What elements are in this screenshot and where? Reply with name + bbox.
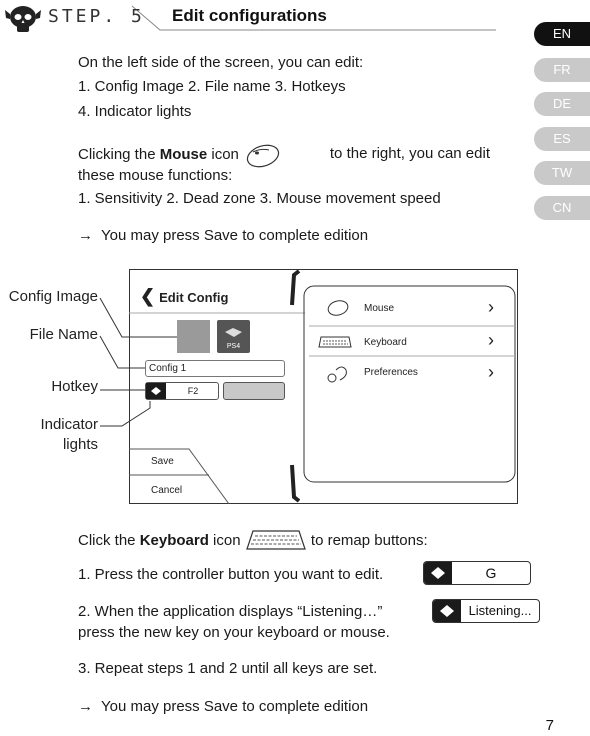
lang-tab-es[interactable]: ES: [534, 127, 590, 151]
keyboard-icon: [245, 528, 307, 554]
keyboard-step-2-line-1: 2. When the application displays “Listening…”: [78, 603, 383, 620]
page-number: 7: [545, 717, 554, 734]
save-button[interactable]: Save: [151, 456, 174, 467]
intro-line-3: 4. Indicator lights: [78, 103, 192, 120]
mouse-paragraph-line-2: these mouse functions:: [78, 167, 233, 184]
callout-lights: lights: [62, 436, 98, 453]
arrow-right-icon: →: [78, 698, 93, 715]
menu-item-preferences[interactable]: [310, 362, 510, 388]
callout-hotkey: Hotkey: [51, 378, 98, 395]
menu-label-preferences: Preferences: [364, 367, 418, 378]
hotkey-key-icon: [146, 383, 166, 399]
hotkey-field[interactable]: [145, 382, 219, 400]
example-key-g: [423, 561, 531, 585]
intro-line-2: 1. Config Image 2. File name 3. Hotkeys: [78, 78, 346, 95]
controller-key-icon: [424, 562, 452, 584]
example-key-listening: [432, 599, 540, 623]
step-number: STEP. 5: [48, 6, 145, 27]
file-name-input[interactable]: Config 1: [145, 360, 285, 377]
menu-item-keyboard[interactable]: [310, 330, 510, 356]
lang-tab-en[interactable]: EN: [534, 22, 590, 46]
intro-line-1: On the left side of the screen, you can edit:: [78, 54, 364, 71]
keyboard-step-2-line-2: press the new key on your keyboard or mouse.: [78, 624, 390, 641]
keyboard-step-1: 1. Press the controller button you want to edit.: [78, 566, 384, 583]
cancel-button[interactable]: Cancel: [151, 485, 183, 496]
controller-key-icon: [433, 600, 461, 622]
ps4-badge: [217, 320, 250, 353]
chevron-right-icon: ›: [488, 297, 494, 317]
chevron-right-icon: ›: [488, 362, 494, 382]
listening-value: Listening...: [468, 603, 532, 618]
mouse-functions: 1. Sensitivity 2. Dead zone 3. Mouse movement speed: [78, 190, 441, 207]
mouse-paragraph-line-1: Clicking the Mouse icon to the right, you can edit: [78, 144, 490, 166]
ps4-label: PS4: [226, 343, 241, 350]
keyboard-step-3: 3. Repeat steps 1 and 2 until all keys are set.: [78, 660, 378, 677]
lang-tab-tw[interactable]: TW: [534, 161, 590, 185]
save-note-1: → You may press Save to complete edition: [78, 227, 369, 244]
lang-tab-de[interactable]: DE: [534, 92, 590, 116]
example-key-value: G: [485, 565, 497, 581]
arrow-right-icon: →: [78, 227, 93, 244]
lang-tab-fr[interactable]: FR: [534, 58, 590, 82]
menu-item-mouse[interactable]: [310, 297, 510, 323]
back-chevron-icon[interactable]: ❮: [140, 286, 156, 306]
config-image-thumbnail[interactable]: [177, 320, 210, 353]
preferences-icon: [324, 364, 350, 384]
mouse-icon: [243, 144, 283, 166]
callout-config-image: Config Image: [8, 288, 98, 305]
skull-logo-icon: [4, 4, 42, 34]
mouse-icon: [326, 299, 350, 317]
page-title: Edit configurations: [172, 6, 327, 25]
hotkey-value: F2: [187, 386, 199, 396]
callout-indicator: Indicator: [40, 416, 98, 433]
edit-config-header: ❮ Edit Config: [140, 286, 229, 306]
indicator-lights-field[interactable]: [223, 382, 285, 400]
keyboard-paragraph: Click the Keyboard icon to remap buttons:: [78, 528, 428, 554]
chevron-right-icon: ›: [488, 330, 494, 350]
save-note-2: → You may press Save to complete edition: [78, 698, 369, 715]
lang-tab-cn[interactable]: CN: [534, 196, 590, 220]
keyboard-icon: [318, 334, 352, 350]
callout-file-name: File Name: [29, 326, 98, 343]
menu-label-keyboard: Keyboard: [364, 337, 407, 348]
menu-label-mouse: Mouse: [364, 303, 395, 314]
